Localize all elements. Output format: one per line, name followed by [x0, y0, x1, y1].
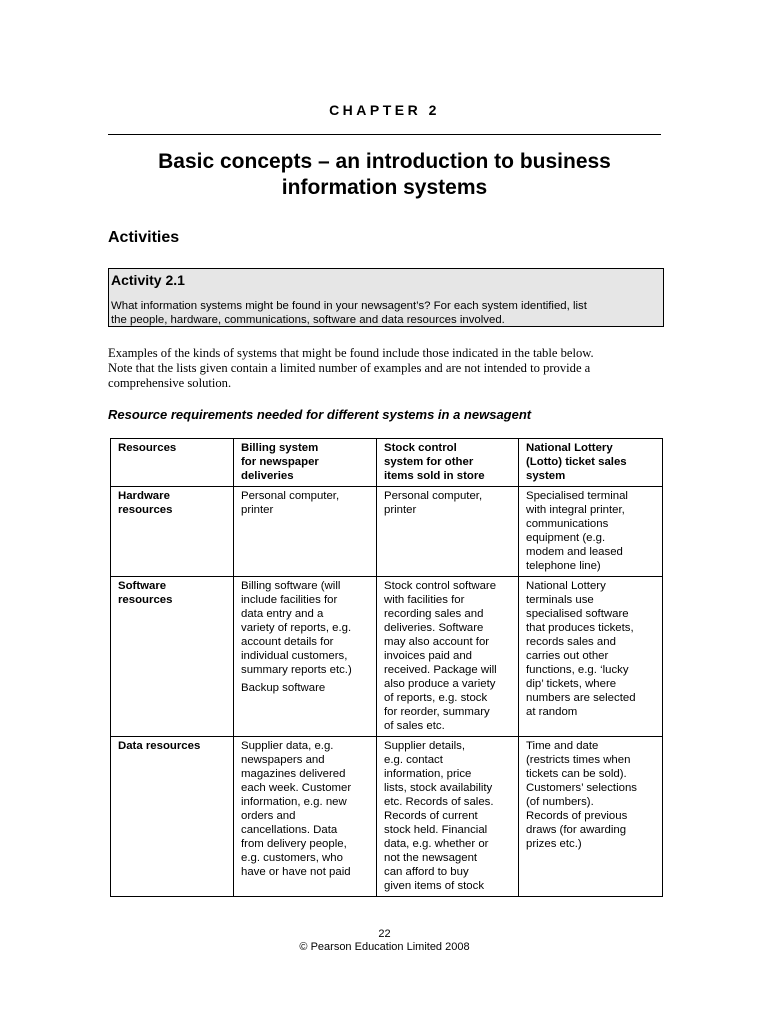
- row-label-line: Data resources: [118, 740, 201, 752]
- cell-line: functions, e.g. ‘lucky: [526, 664, 629, 676]
- cell-line: newspapers and: [241, 754, 325, 766]
- cell-line: National Lottery: [526, 580, 606, 592]
- cell-line: cancellations. Data: [241, 824, 338, 836]
- cell-paragraph: [241, 739, 372, 879]
- cell-line: account details for: [241, 636, 334, 648]
- activity-text: [111, 299, 661, 327]
- cell-line: magazines delivered: [241, 768, 346, 780]
- cell-line: printer: [241, 504, 274, 516]
- cell-line: Supplier details,: [384, 740, 466, 752]
- intro-paragraph: [108, 346, 663, 391]
- table-cell: [377, 577, 519, 737]
- cell-line: given items of stock: [384, 880, 485, 892]
- cell-line: may also account for: [384, 636, 490, 648]
- table-header-cell: [377, 439, 519, 487]
- cell-line: with facilities for: [384, 594, 465, 606]
- header-cell-line: system for other: [384, 456, 474, 468]
- table-cell: [234, 737, 377, 897]
- cell-line: can afford to buy: [384, 866, 469, 878]
- copyright-notice: © Pearson Education Limited 2008: [299, 941, 470, 953]
- cell-line: Supplier data, e.g.: [241, 740, 334, 752]
- cell-line: tickets can be sold).: [526, 768, 627, 780]
- cell-line: printer: [384, 504, 417, 516]
- cell-paragraph: [384, 739, 514, 893]
- cell-paragraph: [241, 489, 372, 517]
- table-header-cell: [234, 439, 377, 487]
- cell-line: not the newsagent: [384, 852, 478, 864]
- cell-line: information, e.g. new: [241, 796, 347, 808]
- page-number: 22: [378, 928, 391, 940]
- row-label-cell: [111, 737, 234, 897]
- cell-line: individual customers,: [241, 650, 348, 662]
- resource-table: [110, 438, 663, 897]
- table-row: [111, 577, 663, 737]
- cell-line: deliveries. Software: [384, 622, 484, 634]
- cell-paragraph: [384, 489, 514, 517]
- cell-paragraph: [241, 681, 372, 695]
- cell-paragraph: [526, 739, 658, 851]
- intro-line-2: Note that the lists given contain a limited number of examples and are not intended to provide a: [108, 361, 591, 375]
- chapter-label: CHAPTER 2: [329, 102, 440, 118]
- row-label-line: resources: [118, 504, 173, 516]
- header-cell-line: (Lotto) ticket sales: [526, 456, 627, 468]
- header-cell-line: Resources: [118, 442, 177, 454]
- cell-line: for reorder, summary: [384, 706, 490, 718]
- cell-line: received. Package will: [384, 664, 497, 676]
- cell-paragraph: [526, 579, 658, 719]
- cell-line: include facilities for: [241, 594, 338, 606]
- cell-line: have or have not paid: [241, 866, 351, 878]
- cell-line: equipment (e.g.: [526, 532, 606, 544]
- table-cell: [377, 737, 519, 897]
- cell-line: variety of reports, e.g.: [241, 622, 352, 634]
- row-label-cell: [111, 487, 234, 577]
- table-cell: [234, 487, 377, 577]
- cell-line: that produces tickets,: [526, 622, 634, 634]
- cell-paragraph: [526, 489, 658, 573]
- page-title-line-2: information systems: [281, 176, 488, 199]
- resource-table-header: [111, 439, 663, 487]
- table-row: [111, 487, 663, 577]
- cell-line: (of numbers).: [526, 796, 594, 808]
- cell-line: with integral printer,: [526, 504, 625, 516]
- cell-line: orders and: [241, 810, 296, 822]
- cell-line: records sales and: [526, 636, 616, 648]
- cell-line: Records of previous: [526, 810, 628, 822]
- table-cell: [377, 487, 519, 577]
- header-cell-line: National Lottery: [526, 442, 613, 454]
- intro-line-1: Examples of the kinds of systems that might be found include those indicated in the table below.: [108, 346, 594, 360]
- cell-line: summary reports etc.): [241, 664, 352, 676]
- page-title-line-1: Basic concepts – an introduction to business: [158, 150, 611, 173]
- table-cell: [519, 487, 663, 577]
- cell-line: data entry and a: [241, 608, 324, 620]
- cell-line: (restricts times when: [526, 754, 631, 766]
- cell-paragraph: [384, 579, 514, 733]
- cell-line: etc. Records of sales.: [384, 796, 494, 808]
- cell-line: stock held. Financial: [384, 824, 488, 836]
- cell-line: of reports, e.g. stock: [384, 692, 488, 704]
- cell-line: terminals use: [526, 594, 594, 606]
- header-cell-line: items sold in store: [384, 470, 485, 482]
- cell-line: Time and date: [526, 740, 599, 752]
- cell-line: data, e.g. whether or: [384, 838, 489, 850]
- table-header-cell: [111, 439, 234, 487]
- cell-line: Stock control software: [384, 580, 497, 592]
- cell-line: Personal computer,: [241, 490, 340, 502]
- cell-line: carries out other: [526, 650, 609, 662]
- resource-table-body: [111, 487, 663, 897]
- cell-line: recording sales and: [384, 608, 484, 620]
- table-row: [111, 737, 663, 897]
- cell-line: Backup software: [241, 682, 326, 694]
- cell-line: specialised software: [526, 608, 629, 620]
- header-cell-line: deliveries: [241, 470, 294, 482]
- row-label-cell: [111, 577, 234, 737]
- cell-line: also produce a variety: [384, 678, 496, 690]
- activity-box: [108, 268, 664, 327]
- cell-line: Records of current: [384, 810, 478, 822]
- cell-line: Customers’ selections: [526, 782, 637, 794]
- cell-line: prizes etc.): [526, 838, 582, 850]
- table-header-row: [111, 439, 663, 487]
- page-title: [108, 149, 661, 201]
- cell-line: Billing software (will: [241, 580, 341, 592]
- cell-line: information, price: [384, 768, 472, 780]
- cell-line: invoices paid and: [384, 650, 473, 662]
- header-cell-line: for newspaper: [241, 456, 319, 468]
- row-label-line: Hardware: [118, 490, 170, 502]
- activity-text-line-2: the people, hardware, communications, software and data resources involved.: [111, 314, 505, 326]
- activity-title: Activity 2.1: [111, 272, 185, 288]
- cell-line: at random: [526, 706, 578, 718]
- section-heading: Activities: [108, 229, 180, 246]
- cell-line: e.g. customers, who: [241, 852, 343, 864]
- row-label-line: resources: [118, 594, 173, 606]
- table-cell: [234, 577, 377, 737]
- table-caption: Resource requirements needed for different systems in a newsagent: [108, 407, 532, 422]
- cell-line: numbers are selected: [526, 692, 636, 704]
- cell-line: modem and leased: [526, 546, 623, 558]
- cell-line: Specialised terminal: [526, 490, 628, 502]
- header-cell-line: Stock control: [384, 442, 457, 454]
- cell-line: telephone line): [526, 560, 601, 572]
- chapter-divider: [108, 134, 661, 135]
- cell-paragraph: [241, 579, 372, 677]
- activity-text-line-1: What information systems might be found in your newsagent’s? For each system identified, list: [111, 300, 587, 312]
- cell-line: of sales etc.: [384, 720, 445, 732]
- cell-line: Personal computer,: [384, 490, 483, 502]
- cell-line: communications: [526, 518, 609, 530]
- header-cell-line: Billing system: [241, 442, 319, 454]
- header-cell-line: system: [526, 470, 566, 482]
- table-cell: [519, 577, 663, 737]
- row-label-line: Software: [118, 580, 167, 592]
- table-cell: [519, 737, 663, 897]
- table-header-cell: [519, 439, 663, 487]
- cell-line: lists, stock availability: [384, 782, 493, 794]
- cell-line: from delivery people,: [241, 838, 347, 850]
- intro-line-3: comprehensive solution.: [108, 376, 232, 390]
- cell-line: each week. Customer: [241, 782, 352, 794]
- cell-line: draws (for awarding: [526, 824, 627, 836]
- cell-line: dip’ tickets, where: [526, 678, 617, 690]
- cell-line: e.g. contact: [384, 754, 443, 766]
